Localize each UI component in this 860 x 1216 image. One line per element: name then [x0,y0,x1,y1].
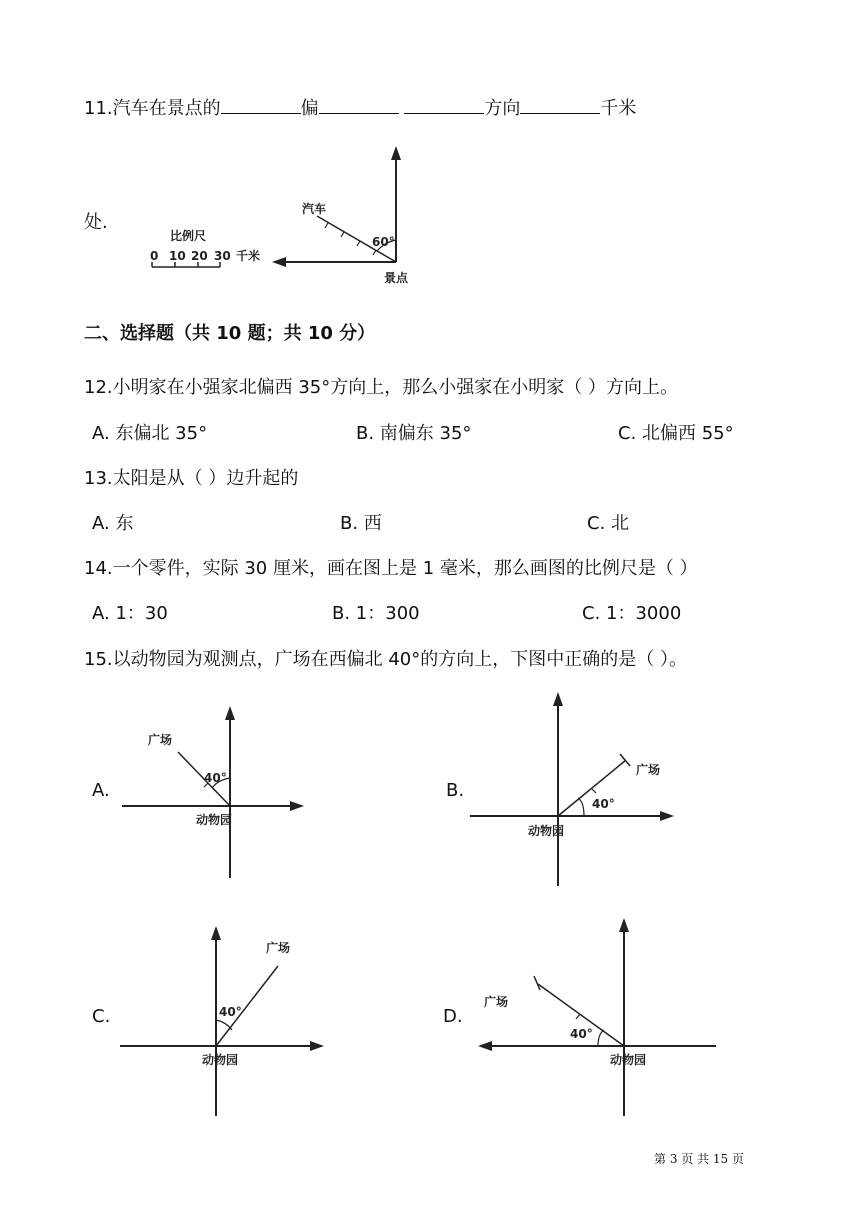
target-label: 广场 [266,941,291,955]
scale-tick: 0 [150,249,159,263]
scale-tick: 30 [214,249,231,263]
target-label: 广场 [148,733,173,747]
q15-figure-a [118,700,328,880]
q15-option-d[interactable]: D. [443,1006,463,1027]
q14-option-b[interactable]: B. 1：300 [332,603,420,624]
q13-option-b[interactable]: B. 西 [340,513,382,534]
scale-tick: 10 [169,249,186,263]
scale-tick: 20 [191,249,208,263]
section-title: 二、选择题（共 10 题；共 10 分） [84,323,376,344]
car-label: 汽车 [302,202,327,216]
q11-prefix: 11.汽车在景点的 [84,98,221,119]
origin-label: 动物园 [528,824,565,838]
q11-fangxiang: 方向 [484,98,521,119]
page-footer: 第 3 页 共 15 页 [654,1152,744,1166]
origin-label: 景点 [384,271,409,285]
q15-figure-b [468,688,688,888]
answer-blank[interactable] [404,95,484,114]
q11-qianmi: 千米 [600,98,637,119]
q15-option-a[interactable]: A. [92,780,110,801]
angle-label: 40° [219,1005,242,1019]
target-label: 广场 [484,995,509,1009]
answer-blank[interactable] [221,95,301,114]
q11-figure [140,140,430,290]
q15-option-b[interactable]: B. [446,780,465,801]
scale-title: 比例尺 [170,229,207,243]
q11-line [84,94,636,120]
scale-unit: 千米 [236,249,261,263]
q14-stem: 14.一个零件，实际 30 厘米，画在图上是 1 毫米，那么画图的比例尺是（ ） [84,558,698,579]
q15-stem: 15.以动物园为观测点，广场在西偏北 40°的方向上，下图中正确的是（ ）。 [84,649,687,670]
q15-figure-c [118,922,338,1118]
q15-option-c[interactable]: C. [92,1006,111,1027]
q14-option-c[interactable]: C. 1：3000 [582,603,682,624]
q11-tail: 处. [84,212,108,233]
q15-figure-d [470,912,720,1118]
q13-option-a[interactable]: A. 东 [92,513,134,534]
q12-option-a[interactable]: A. 东偏北 35° [92,423,208,444]
target-label: 广场 [636,763,661,777]
q13-stem: 13.太阳是从（ ）边升起的 [84,468,299,489]
q12-option-b[interactable]: B. 南偏东 35° [356,423,472,444]
scale-bar [152,262,220,267]
q13-option-c[interactable]: C. 北 [587,513,630,534]
answer-blank[interactable] [520,95,600,114]
q12-option-c[interactable]: C. 北偏西 55° [618,423,734,444]
angle-label: 60° [372,235,395,249]
angle-label: 40° [570,1027,593,1041]
answer-blank[interactable] [319,95,399,114]
q14-option-a[interactable]: A. 1：30 [92,603,168,624]
q12-stem: 12.小明家在小强家北偏西 35°方向上，那么小强家在小明家（ ）方向上。 [84,377,678,398]
origin-label: 动物园 [196,813,233,827]
origin-label: 动物园 [202,1053,239,1067]
origin-label: 动物园 [610,1053,647,1067]
q11-pian: 偏 [300,98,319,119]
angle-label: 40° [592,797,615,811]
angle-label: 40° [204,771,227,785]
